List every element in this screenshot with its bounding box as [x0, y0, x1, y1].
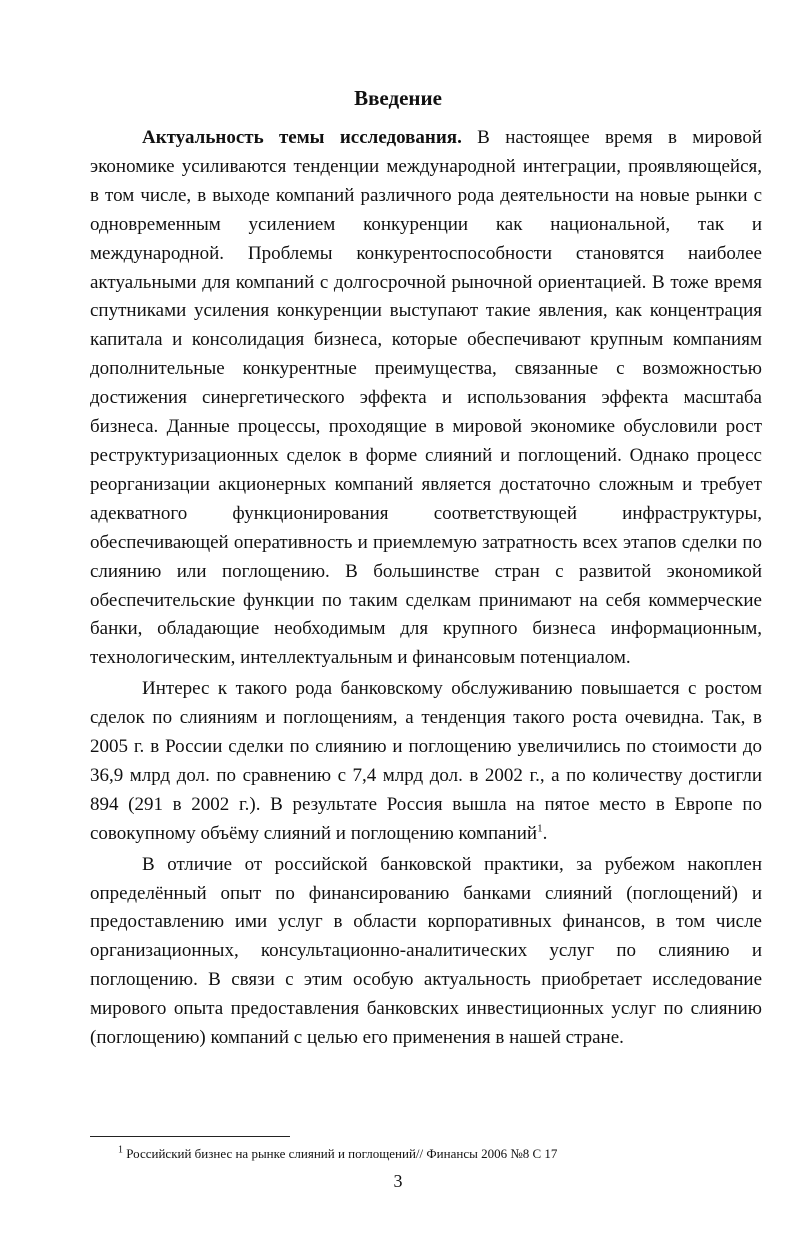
footnote-divider	[90, 1136, 290, 1137]
footnote-text: Российский бизнес на рынке слияний и поглощений// Финансы 2006 №8 С 17	[126, 1146, 558, 1161]
footnote-reference: 1	[537, 822, 543, 835]
footnote-marker: 1	[118, 1144, 123, 1156]
paragraph-relevance	[90, 124, 762, 673]
paragraph-lead: Актуальность темы исследования.	[142, 127, 462, 148]
body-text	[90, 124, 762, 1053]
page-number: 3	[393, 1171, 403, 1191]
paragraph-text: В отличие от российской банковской практики, за рубежом накоплен определённый опыт по финансированию банками слияний (поглощений) и предоставлению ими услуг в области корпоративных финансов, в том числе организационных, консультационно-аналитических услуг по слиянию и поглощению. В связи с этим особую актуальность приобретает исследование мирового опыта предоставления банковских инвестиционных услуг по слиянию (поглощению) компаний с целью его применения в нашей стране.	[90, 853, 762, 1049]
paragraph-text: В настоящее время в мировой экономике усиливаются тенденции международной интеграции, проявляющейся, в том числе, в выходе компаний различного рода деятельности на новые рынки с одновременным усилением конкуренции как национальной, так и международной. Проблемы конкурентоспособности становятся наиболее актуальными для компаний с долгосрочной рыночной ориентацией. В тоже время спутниками усиления конкуренции выступают такие явления, как концентрация капитала и консолидация бизнеса, которые обеспечивают крупным компаниям дополнительные конкурентные преимущества, связанные с возможностью достижения синергетического эффекта и использования эффекта масштаба бизнеса. Данные процессы, проходящие в мировой экономике обусловили рост реструктуризационных сделок в форме слияний и поглощений. Однако процесс реорганизации акционерных компаний является достаточно сложным и требует адекватного функционирования соответствующей инфраструктуры, обеспечивающей оперативность и приемлемую затратность всех этапов сделки по слиянию или поглощению. В большинстве стран с развитой экономикой обеспечительские функции по таким сделкам принимают на себя коммерческие банки, обладающие необходимым для крупного бизнеса информационным, технологическим, интеллектуальным и финансовым потенциалом.	[90, 127, 763, 669]
paragraph-text: Интерес к такого рода банковскому обслуживанию повышается с ростом сделок по слияниям и поглощениям, а тенденция такого роста очевидна. Так, в 2005 г. в России сделки по слиянию и поглощению увеличились по стоимости до 36,9 млрд дол. по сравнению с 7,4 млрд дол. в 2002 г., а по количеству достигли 894 (291 в 2002 г.). В результате Россия вышла на пятое место в Европе по совокупному объёму слияний и поглощению компаний	[90, 678, 762, 844]
footnote	[118, 1146, 557, 1162]
paragraph-tail: .	[542, 822, 548, 844]
paragraph-foreign-experience	[90, 851, 762, 1053]
page-title: Введение	[354, 86, 442, 110]
paragraph-statistics	[90, 675, 762, 848]
